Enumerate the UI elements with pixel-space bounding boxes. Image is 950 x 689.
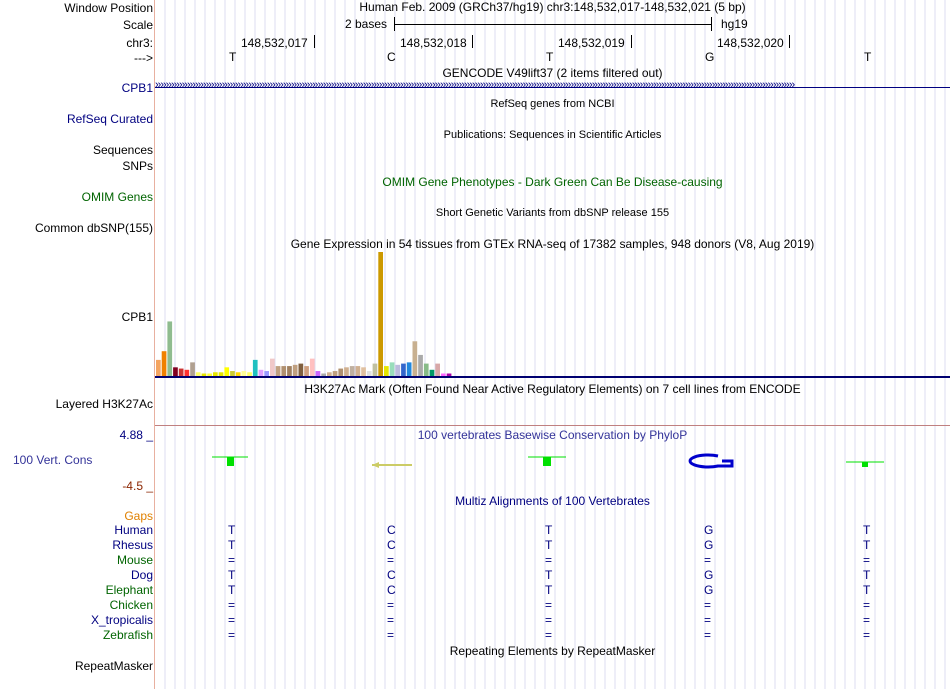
alignment-base: T (545, 583, 553, 597)
coord-1: 148,532,017 (241, 36, 308, 50)
scale-bar (394, 17, 712, 31)
publications-track-title[interactable]: Publications: Sequences in Scientific Articles (443, 129, 662, 141)
gtex-tissue-bar[interactable] (344, 367, 349, 376)
ref-base-2: C (387, 50, 396, 64)
dbsnp-track-title[interactable]: Short Genetic Variants from dbSNP release 155 (435, 207, 670, 219)
strand-label: ---> (134, 51, 153, 65)
h3k27ac-track-label[interactable]: Layered H3K27Ac (55, 397, 153, 411)
gtex-gene-label[interactable]: CPB1 (121, 310, 153, 324)
alignment-base: C (387, 538, 396, 552)
alignment-base: T (863, 523, 871, 537)
alignment-base: = (228, 598, 236, 612)
alignment-base: G (704, 583, 714, 597)
ref-base-5: T (864, 50, 872, 64)
gtex-tissue-bar[interactable] (413, 341, 418, 376)
alignment-base: = (387, 553, 395, 567)
gtex-tissue-bar[interactable] (321, 374, 326, 376)
gtex-track-title[interactable]: Gene Expression in 54 tissues from GTEx RNA-seq of 17382 samples, 948 donors (V8, Aug 2019) (290, 237, 815, 251)
gtex-tissue-bar[interactable] (384, 366, 389, 376)
gtex-tissue-bar[interactable] (287, 366, 292, 376)
gtex-tissue-bar[interactable] (230, 371, 235, 376)
phylop-signal[interactable] (155, 450, 950, 474)
gtex-tissue-bar[interactable] (310, 359, 315, 376)
alignment-base: = (545, 613, 553, 627)
window-position-label: Window Position (64, 1, 153, 15)
alignment-base: T (228, 568, 236, 582)
scale-assembly-text: hg19 (721, 17, 748, 31)
coord-4: 148,532,020 (717, 36, 784, 50)
h3k27ac-track-title[interactable]: H3K27Ac Mark (Often Found Near Active Regulatory Elements) on 7 cell lines from ENCODE (304, 382, 801, 396)
chrom-label: chr3: (126, 36, 153, 50)
gtex-tissue-bar[interactable] (447, 374, 452, 376)
species-label-mouse[interactable]: Mouse (116, 553, 153, 567)
gtex-tissue-bar[interactable] (293, 365, 298, 376)
scale-bases-text: 2 bases (345, 17, 388, 31)
phylop-mark-2 (372, 462, 412, 468)
alignment-base: T (228, 523, 236, 537)
alignment-base: T (545, 523, 553, 537)
species-label-x_tropicalis[interactable]: X_tropicalis (90, 613, 153, 627)
gtex-tissue-bar[interactable] (367, 371, 372, 376)
alignment-base: = (863, 628, 871, 642)
alignment-base: = (704, 613, 712, 627)
phylop-mark-4 (690, 455, 732, 467)
gtex-expression-chart[interactable] (155, 250, 950, 380)
alignment-base: G (704, 538, 714, 552)
gtex-tissue-bar[interactable] (350, 366, 355, 376)
omim-track-title[interactable]: OMIM Gene Phenotypes - Dark Green Can Be Disease-causing (382, 175, 723, 189)
gtex-tissue-bar[interactable] (441, 374, 446, 376)
gtex-tissue-bar[interactable] (162, 351, 167, 376)
alignment-base: = (863, 613, 871, 627)
phylop-mark-1 (212, 457, 248, 466)
gtex-tissue-bar[interactable] (259, 370, 264, 376)
cpb1-gene-feature[interactable]: ›››››››››››››››››››››››››››››››››››››››››››››››››››››››››››››››››››››››››››››››››››››››››››››››››››››››››››››››››››››››››››››››››››››››››››››››››››››››››››››››››››››››››››››››››››››››››››››››››››››››››››››››››››››››››››››››››››››››››››››››› (155, 81, 950, 95)
h3k27ac-baseline (155, 425, 950, 426)
gtex-tissue-bar[interactable] (242, 371, 247, 376)
gtex-tissue-bar[interactable] (167, 321, 172, 376)
alignment-base: = (704, 598, 712, 612)
gtex-tissue-bar[interactable] (395, 365, 400, 376)
gtex-tissue-bar[interactable] (276, 366, 281, 376)
coord-tick-3 (631, 35, 632, 48)
alignment-base: = (228, 553, 236, 567)
alignment-base: T (545, 568, 553, 582)
alignment-base: = (863, 598, 871, 612)
alignment-base: = (387, 613, 395, 627)
gtex-tissue-bar[interactable] (224, 367, 229, 376)
repeatmasker-track-label[interactable]: RepeatMasker (74, 659, 153, 673)
species-label-zebrafish[interactable]: Zebrafish (102, 628, 153, 642)
alignment-base: T (545, 538, 553, 552)
phylop-mark-5 (846, 462, 884, 467)
gtex-tissue-bar[interactable] (424, 364, 429, 376)
species-label-dog[interactable]: Dog (130, 568, 153, 582)
gtex-tissue-bar[interactable] (338, 369, 343, 376)
gtex-tissue-bar[interactable] (390, 362, 395, 376)
alignment-base: C (387, 568, 396, 582)
multiz-track-title[interactable]: Multiz Alignments of 100 Vertebrates (455, 494, 650, 508)
refseq-track-title[interactable]: RefSeq genes from NCBI (490, 98, 615, 110)
gtex-tissue-bar[interactable] (156, 360, 161, 376)
species-label-chicken[interactable]: Chicken (109, 598, 153, 612)
species-label-rhesus[interactable]: Rhesus (112, 538, 153, 552)
gtex-tissue-bar[interactable] (207, 374, 212, 376)
gencode-gene-label[interactable]: CPB1 (121, 81, 153, 95)
coord-tick-4 (789, 35, 790, 48)
alignment-base: = (387, 598, 395, 612)
repeatmasker-track-title[interactable]: Repeating Elements by RepeatMasker (449, 644, 656, 658)
alignment-base: = (863, 553, 871, 567)
gtex-tissue-bar[interactable] (196, 372, 201, 376)
dbsnp-track-label[interactable]: Common dbSNP(155) (34, 221, 153, 235)
gtex-tissue-bar[interactable] (179, 369, 184, 376)
gtex-tissue-bar[interactable] (361, 367, 366, 376)
gtex-tissue-bar[interactable] (247, 372, 252, 376)
multiz-gaps-label[interactable]: Gaps (124, 509, 153, 523)
gtex-tissue-bar[interactable] (264, 371, 269, 376)
gtex-tissue-bar[interactable] (236, 372, 241, 376)
alignment-base: = (704, 553, 712, 567)
phylop-mark-3 (528, 457, 566, 466)
coord-tick-1 (314, 35, 315, 48)
species-label-human[interactable]: Human (114, 523, 153, 537)
gtex-tissue-bar[interactable] (213, 372, 218, 376)
coord-tick-2 (472, 35, 473, 48)
gtex-tissue-bar[interactable] (185, 370, 190, 376)
alignment-base: = (545, 628, 553, 642)
alignment-base: = (228, 628, 236, 642)
alignment-base: G (704, 523, 714, 537)
coord-2: 148,532,018 (400, 36, 467, 50)
omim-track-label[interactable]: OMIM Genes (81, 190, 153, 204)
gtex-tissue-bar[interactable] (299, 364, 304, 376)
gencode-track-title[interactable]: GENCODE V49lift37 (2 items filtered out) (442, 66, 663, 80)
alignment-base: = (387, 628, 395, 642)
alignment-base: = (228, 613, 236, 627)
gtex-tissue-bar[interactable] (430, 370, 435, 376)
gtex-tissue-bar[interactable] (373, 364, 378, 376)
gtex-tissue-bar[interactable] (281, 366, 286, 376)
gtex-tissue-bar[interactable] (190, 362, 195, 376)
phylop-track-title[interactable]: 100 vertebrates Basewise Conservation by PhyloP (417, 428, 688, 442)
gtex-tissue-bar[interactable] (407, 362, 412, 376)
alignment-base: = (704, 628, 712, 642)
ref-base-4: G (705, 50, 715, 64)
position-text[interactable]: Human Feb. 2009 (GRCh37/hg19) chr3:148,532,017-148,532,021 (5 bp) (359, 0, 746, 14)
phylop-max-label: 4.88 _ (119, 428, 153, 442)
gtex-tissue-bar[interactable] (253, 360, 258, 376)
alignment-base: T (228, 583, 236, 597)
alignment-base: = (545, 553, 553, 567)
alignment-base: G (704, 568, 714, 582)
gtex-tissue-bar[interactable] (378, 252, 383, 376)
alignment-base: T (228, 538, 236, 552)
publications-label-snps[interactable]: SNPs (122, 159, 153, 173)
gtex-tissue-bar[interactable] (304, 366, 309, 376)
species-label-elephant[interactable]: Elephant (105, 583, 153, 597)
publications-label-sequences[interactable]: Sequences (92, 143, 153, 157)
gtex-tissue-bar[interactable] (401, 364, 406, 376)
refseq-track-label[interactable]: RefSeq Curated (66, 112, 153, 126)
gtex-tissue-bar[interactable] (219, 372, 224, 376)
coord-3: 148,532,019 (558, 36, 625, 50)
gtex-tissue-bar[interactable] (327, 372, 332, 376)
alignment-base: T (863, 568, 871, 582)
phylop-min-label: -4.5 _ (122, 479, 153, 493)
ref-base-3: T (546, 50, 554, 64)
alignment-base: C (387, 583, 396, 597)
scale-label: Scale (122, 18, 153, 32)
gtex-tissue-bar[interactable] (173, 367, 178, 376)
ref-base-1: T (229, 50, 237, 64)
gtex-tissue-bar[interactable] (270, 359, 275, 376)
alignment-base: = (545, 598, 553, 612)
alignment-base: C (387, 523, 396, 537)
gtex-tissue-bar[interactable] (435, 364, 440, 376)
alignment-base: T (863, 583, 871, 597)
phylop-track-label[interactable]: 100 Vert. Cons (13, 453, 93, 467)
gtex-tissue-bar[interactable] (202, 374, 207, 376)
gtex-tissue-bar[interactable] (316, 371, 321, 376)
gtex-tissue-bar[interactable] (333, 371, 338, 376)
gtex-tissue-bar[interactable] (418, 355, 423, 376)
gtex-tissue-bar[interactable] (356, 366, 361, 376)
alignment-base: T (863, 538, 871, 552)
